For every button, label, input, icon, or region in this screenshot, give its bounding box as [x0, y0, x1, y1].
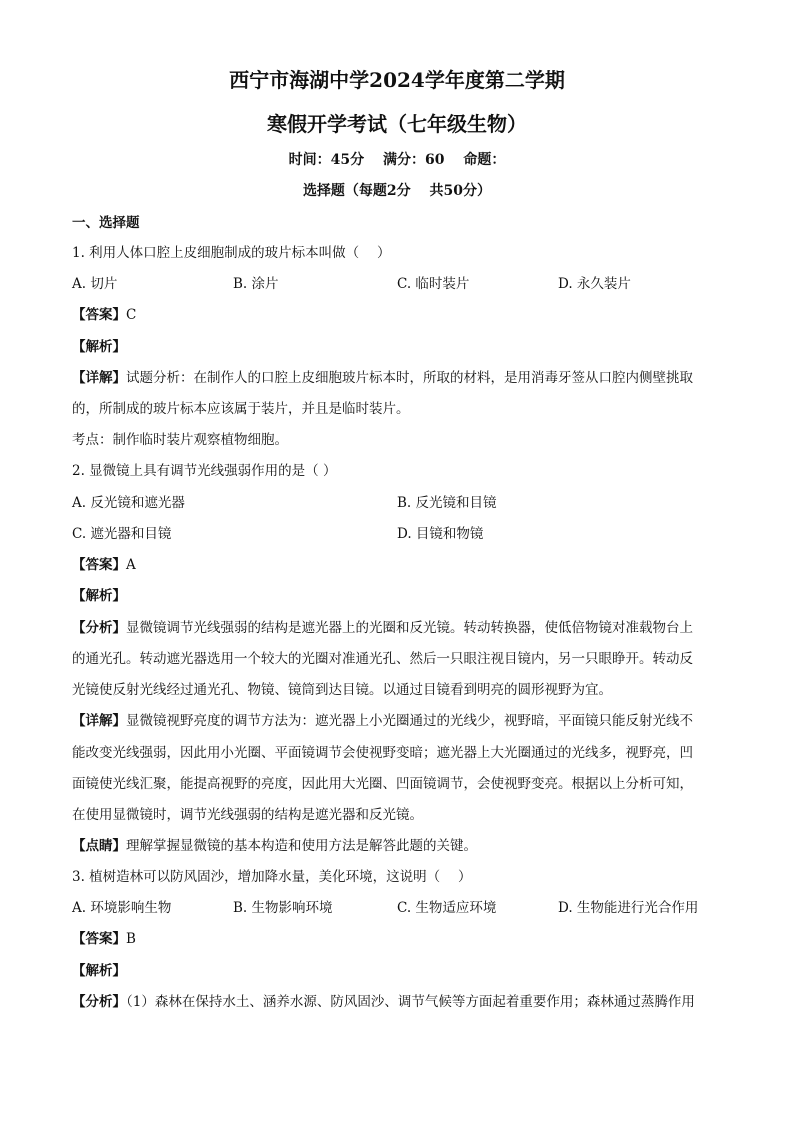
q2-detail-line-4: 在使用显微镜时，调节光线强弱的结构是遮光器和反光镜。	[72, 807, 423, 823]
q2-option-d: D. 目镜和物镜	[397, 526, 484, 542]
q1-analysis-tag: 【解析】	[72, 339, 126, 355]
answer-tag: 【答案】	[72, 307, 126, 323]
q1-option-b: B. 涂片	[233, 276, 279, 292]
answer-value: A	[126, 557, 136, 573]
dianjing-text: 理解掌握显微镜的基本构造和使用方法是解答此题的关键。	[126, 838, 477, 854]
q1-kaodian: 考点：制作临时装片观察植物细胞。	[72, 432, 288, 448]
question-2-stem: 2. 显微镜上具有调节光线强弱作用的是（ ）	[72, 463, 337, 479]
q2-detail-line-3: 面镜使光线汇聚，能提高视野的亮度，因此用大光圈、凹面镜调节，会使视野变亮。根据以上分析可知，	[72, 776, 693, 792]
question-3-stem: 3. 植树造林可以防风固沙，增加降水量，美化环境，这说明（ ）	[72, 869, 472, 885]
exam-meta: 时间：45分 满分：60 命题：	[288, 152, 506, 168]
section-note: 选择题（每题2分 共50分）	[302, 183, 492, 199]
detail-text: 试题分析：在制作人的口腔上皮细胞玻片标本时，所取的材料，是用消毒牙签从口腔内侧壁挑取	[126, 370, 693, 386]
q2-option-b: B. 反光镜和目镜	[397, 495, 497, 511]
q3-option-c: C. 生物适应环境	[397, 900, 497, 916]
q1-answer	[72, 305, 724, 325]
detail-tag: 【详解】	[72, 370, 126, 386]
detail-tag: 【详解】	[72, 713, 126, 729]
section-heading: 一、选择题	[72, 215, 140, 231]
fenxi-text: 显微镜调节光线强弱的结构是遮光器上的光圈和反光镜。转动转换器，使低倍物镜对准载物台上	[126, 620, 693, 636]
answer-value: C	[126, 307, 137, 323]
q2-answer	[72, 555, 724, 575]
question-1-stem: 1. 利用人体口腔上皮细胞制成的玻片标本叫做（ ）	[72, 245, 391, 261]
q2-fenxi-line-1	[72, 618, 724, 638]
fenxi-tag: 【分析】	[72, 620, 126, 636]
q2-detail-line-1	[72, 711, 724, 731]
fenxi-text: （1）森林在保持水土、涵养水源、防风固沙、调节气候等方面起着重要作用；森林通过蒸腾作用	[126, 994, 695, 1010]
q2-detail-line-2: 能改变光线强弱，因此用小光圈、平面镜调节会使视野变暗；遮光器上大光圈通过的光线多，视野亮，凹	[72, 745, 693, 761]
q2-fenxi-line-3: 光镜使反射光线经过通光孔、物镜、镜筒到达目镜。以通过目镜看到明亮的圆形视野为宜。	[72, 682, 612, 698]
q1-option-a: A. 切片	[72, 276, 118, 292]
q1-detail-line-2: 的，所制成的玻片标本应该属于装片，并且是临时装片。	[72, 401, 410, 417]
q3-fenxi-line-1	[72, 992, 724, 1012]
dianjing-tag: 【点睛】	[72, 838, 126, 854]
q2-fenxi-line-2: 的通光孔。转动遮光器选用一个较大的光圈对准通光孔、然后一只眼注视目镜内，另一只眼睁开。转动反	[72, 651, 693, 667]
q3-option-d: D. 生物能进行光合作用	[558, 900, 699, 916]
q3-answer	[72, 929, 724, 949]
q3-option-a: A. 环境影响生物	[72, 900, 172, 916]
q1-detail-line-1	[72, 368, 724, 388]
answer-tag: 【答案】	[72, 931, 126, 947]
fenxi-tag: 【分析】	[72, 994, 126, 1010]
q2-analysis-tag: 【解析】	[72, 588, 126, 604]
q2-option-c: C. 遮光器和目镜	[72, 526, 172, 542]
q2-option-a: A. 反光镜和遮光器	[72, 495, 185, 511]
q1-option-c: C. 临时装片	[397, 276, 470, 292]
exam-subtitle: 寒假开学考试（七年级生物）	[267, 112, 527, 136]
answer-value: B	[126, 931, 136, 947]
q2-dianjing	[72, 836, 724, 856]
answer-tag: 【答案】	[72, 557, 126, 573]
q1-option-d: D. 永久装片	[558, 276, 631, 292]
detail-text: 显微镜视野亮度的调节方法为：遮光器上小光圈通过的光线少，视野暗，平面镜只能反射光线不	[126, 713, 693, 729]
q3-option-b: B. 生物影响环境	[233, 900, 333, 916]
exam-title: 西宁市海湖中学2024学年度第二学期	[229, 68, 565, 92]
q3-analysis-tag: 【解析】	[72, 963, 126, 979]
